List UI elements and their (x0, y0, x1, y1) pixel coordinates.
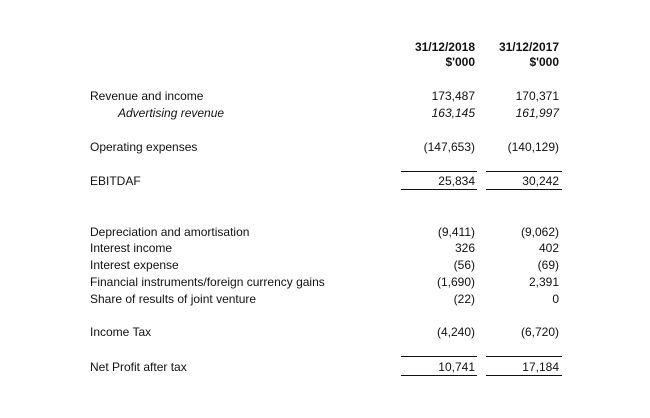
row-value-net-profit-2017: 17,184 (522, 360, 559, 374)
row-value-interest-income-2018: 326 (454, 241, 475, 255)
row-value-ebitdaf-2018: 25,834 (438, 174, 475, 188)
row-value-joint-venture-2018: (22) (453, 292, 475, 306)
row-value-advertising-2018: 163,145 (431, 106, 475, 120)
col2-unit-header: $'000 (529, 55, 559, 69)
row-value-revenue-2018: 173,487 (431, 89, 475, 103)
row-label-financial-instruments: Financial instruments/foreign currency gains (90, 275, 325, 289)
row-label-income-tax: Income Tax (90, 325, 152, 339)
ebitdaf-bottom-rule-2018 (401, 189, 477, 190)
ebitdaf-bottom-rule-2017 (486, 189, 562, 190)
ebitdaf-top-rule-2018 (401, 171, 477, 172)
row-value-income-tax-2018: (4,240) (436, 325, 475, 339)
row-label-operating-expenses: Operating expenses (90, 140, 198, 154)
row-label-depreciation: Depreciation and amortisation (90, 225, 250, 239)
row-label-advertising: Advertising revenue (118, 106, 225, 120)
net-profit-bottom-rule-2017 (486, 375, 562, 376)
row-value-financial-instruments-2018: (1,690) (436, 275, 475, 289)
row-value-operating-expenses-2017: (140,129) (507, 140, 559, 154)
row-value-income-tax-2017: (6,720) (520, 325, 559, 339)
net-profit-top-rule-2017 (486, 356, 562, 357)
net-profit-bottom-rule-2018 (401, 375, 477, 376)
row-label-net-profit: Net Profit after tax (90, 360, 187, 374)
row-value-advertising-2017: 161,997 (515, 106, 559, 120)
row-value-financial-instruments-2017: 2,391 (528, 275, 559, 289)
row-label-ebitdaf: EBITDAF (90, 174, 141, 188)
row-value-net-profit-2018: 10,741 (438, 360, 475, 374)
row-value-interest-income-2017: 402 (538, 241, 559, 255)
row-label-joint-venture: Share of results of joint venture (90, 292, 257, 306)
ebitdaf-top-rule-2017 (486, 171, 562, 172)
col1-date-header: 31/12/2018 (414, 40, 475, 54)
row-value-interest-expense-2018: (56) (453, 258, 475, 272)
net-profit-top-rule-2018 (401, 356, 477, 357)
col1-unit-header: $'000 (445, 55, 475, 69)
row-value-ebitdaf-2017: 30,242 (522, 174, 559, 188)
row-value-depreciation-2018: (9,411) (437, 225, 475, 239)
row-value-operating-expenses-2018: (147,653) (423, 140, 475, 154)
row-value-interest-expense-2017: (69) (537, 258, 559, 272)
row-value-revenue-2017: 170,371 (515, 89, 559, 103)
row-label-interest-expense: Interest expense (90, 258, 179, 272)
row-label-interest-income: Interest income (90, 241, 173, 255)
col2-date-header: 31/12/2017 (498, 40, 559, 54)
row-value-joint-venture-2017: 0 (552, 292, 559, 306)
row-label-revenue: Revenue and income (90, 89, 204, 103)
row-value-depreciation-2017: (9,062) (520, 225, 559, 239)
